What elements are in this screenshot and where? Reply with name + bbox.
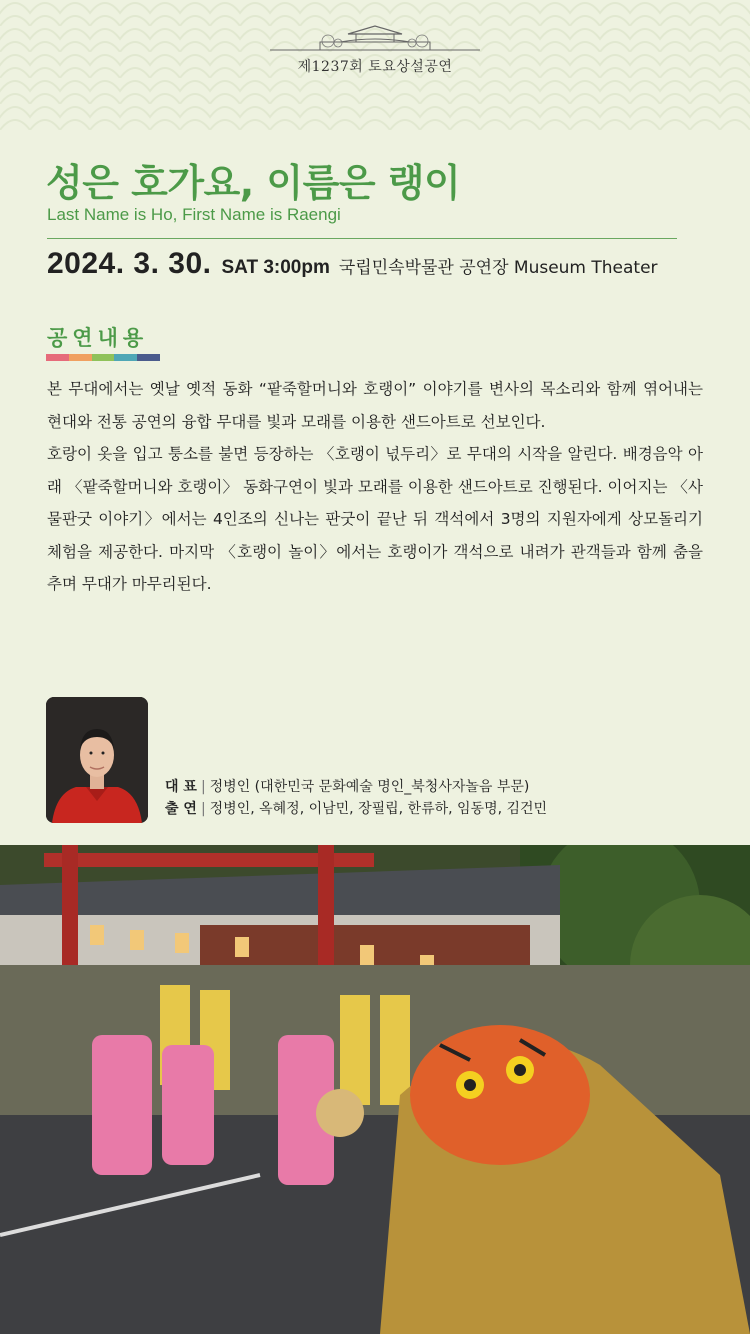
credit-cast: [165, 798, 547, 820]
title-divider: [47, 238, 677, 239]
performance-venue: 국립민속박물관 공연장 Museum Theater: [338, 258, 658, 278]
section-heading: 공연내용: [47, 326, 149, 350]
description-paragraph: 호랑이 옷을 입고 퉁소를 불면 등장하는 〈호랭이 넋두리〉로 무대의 시작을 알린다. 배경음악 아래 〈팥죽할머니와 호랭이〉 동화구연이 빛과 모래를 이용한 샌드아트로 진행된다. 이어지는 〈사물판굿 이야기〉에서는 4인조의 신나는 판굿이 끝난 뒤 객석에서 3명의 지원자에게 상모돌리기 체험을 제공한다. 마지막 〈호랭이 놀이〉에서는 호랭이가 객석으로 내려가 관객들과 함께 춤을 추며 무대가 마무리된다.: [47, 445, 703, 593]
credits: [165, 776, 547, 820]
performance-photo: [0, 845, 750, 1334]
description-paragraph: 본 무대에서는 옛날 옛적 동화 “팥죽할머니와 호랭이” 이야기를 변사의 목소리와 함께 엮어내는 현대와 전통 공연의 융합 무대를 빛과 모래를 이용한 샌드아트로 선보인다.: [47, 380, 703, 431]
color-swatch-1: [46, 354, 69, 361]
program-description: [47, 373, 703, 601]
color-bar: [46, 354, 160, 361]
credit-leader-value: 정병인 (대한민국 문화예술 명인_북청사자놀음 부문): [209, 779, 530, 795]
credit-separator: |: [200, 779, 206, 795]
credit-cast-value: 정병인, 옥혜정, 이남민, 장필립, 한류하, 임동명, 김건민: [209, 801, 548, 817]
credit-separator: |: [200, 801, 206, 817]
credit-leader-label: 대 표: [165, 779, 197, 795]
credit-leader: [165, 776, 547, 798]
traditional-pavilion-icon: [270, 22, 480, 56]
performance-time: SAT 3:00pm: [221, 257, 330, 278]
color-swatch-5: [137, 354, 160, 361]
schedule-line: [47, 247, 658, 281]
credit-cast-label: 출 연: [165, 801, 197, 817]
edition-label: 제1237회 토요상설공연: [297, 59, 453, 75]
title-english: Last Name is Ho, First Name is Raengi: [47, 205, 341, 224]
color-swatch-4: [114, 354, 137, 361]
color-swatch-2: [69, 354, 92, 361]
performance-date: 2024. 3. 30.: [47, 247, 212, 280]
leader-portrait: [46, 697, 148, 823]
color-swatch-3: [92, 354, 115, 361]
title-korean: 성은 호가요, 이름은 랭이: [46, 161, 461, 205]
